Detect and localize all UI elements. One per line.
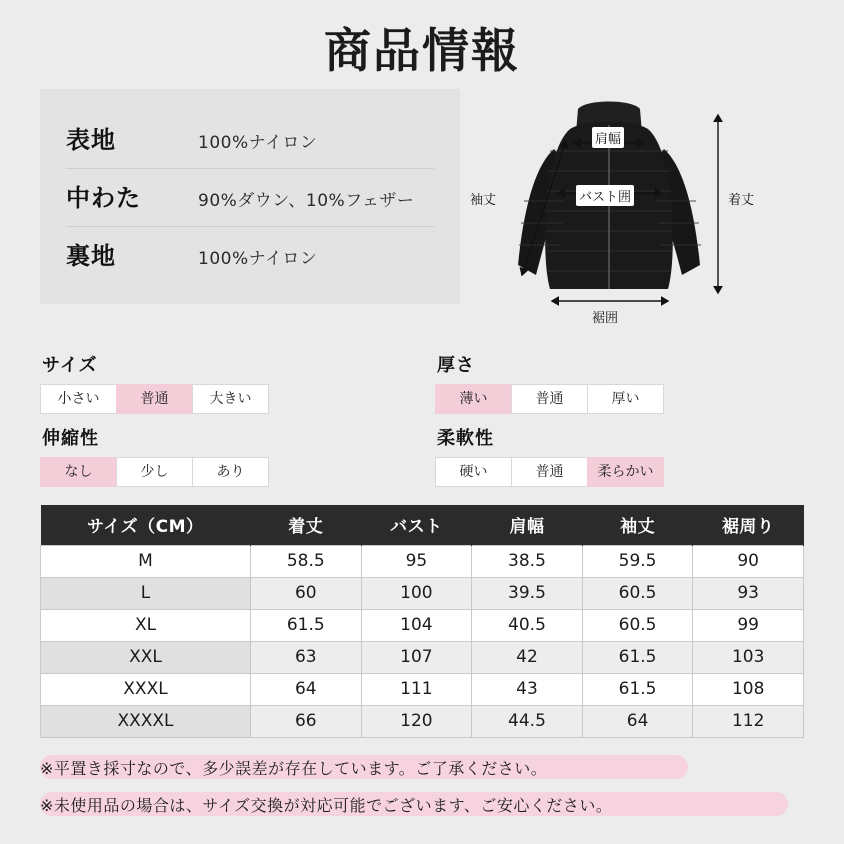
cell-bust: 95 — [361, 545, 472, 577]
material-spec-panel — [40, 89, 460, 304]
attribute-group-stretch — [40, 424, 409, 487]
spec-value: 90%ダウン、10%フェザー — [198, 191, 415, 211]
cell-length: 63 — [251, 641, 362, 673]
cell-hem: 103 — [693, 641, 804, 673]
page-title: 商品情報 — [324, 24, 520, 79]
column-header-bust: バスト — [361, 505, 472, 545]
spec-row — [66, 111, 434, 169]
cell-sleeve: 61.5 — [582, 673, 693, 705]
cell-size: XXXL — [41, 673, 251, 705]
spec-label: 表地 — [66, 126, 116, 154]
cell-shoulder: 42 — [472, 641, 583, 673]
column-header-size: サイズ（CM） — [41, 505, 251, 545]
note-exchange — [40, 791, 808, 818]
cell-sleeve: 64 — [582, 705, 693, 737]
attribute-title: 伸縮性 — [42, 428, 99, 449]
option-softness-hard[interactable]: 硬い — [435, 457, 512, 487]
option-thickness-normal[interactable]: 普通 — [511, 384, 588, 414]
cell-shoulder: 40.5 — [472, 609, 583, 641]
column-header-length: 着丈 — [251, 505, 362, 545]
cell-length: 64 — [251, 673, 362, 705]
option-stretch-yes[interactable]: あり — [192, 457, 269, 487]
jacket-diagram — [466, 89, 804, 339]
cell-bust: 111 — [361, 673, 472, 705]
table-row — [41, 673, 804, 705]
attribute-group-size — [40, 351, 409, 414]
size-table-container — [0, 493, 844, 738]
cell-shoulder: 43 — [472, 673, 583, 705]
cell-hem: 99 — [693, 609, 804, 641]
option-softness-soft[interactable]: 柔らかい — [587, 457, 664, 487]
label-total-length: 着丈 — [728, 193, 755, 208]
attribute-column-left — [40, 341, 409, 493]
option-row — [435, 457, 804, 487]
attribute-column-right — [435, 341, 804, 493]
note-text: ※未使用品の場合は、サイズ交換が対応可能でございます、ご安心ください。 — [40, 795, 613, 815]
notes-section — [0, 738, 844, 818]
spec-value: 100%ナイロン — [198, 133, 318, 153]
option-softness-normal[interactable]: 普通 — [511, 457, 588, 487]
cell-size: XXXXL — [41, 705, 251, 737]
table-row — [41, 609, 804, 641]
cell-sleeve: 59.5 — [582, 545, 693, 577]
attribute-title: 厚さ — [437, 355, 475, 376]
cell-bust: 104 — [361, 609, 472, 641]
cell-shoulder: 44.5 — [472, 705, 583, 737]
page-title-container — [0, 0, 844, 89]
cell-bust: 100 — [361, 577, 472, 609]
label-shoulder-width: 肩幅 — [592, 127, 624, 148]
table-row — [41, 705, 804, 737]
size-table — [40, 505, 804, 738]
cell-sleeve: 61.5 — [582, 641, 693, 673]
table-row — [41, 577, 804, 609]
label-sleeve-length: 袖丈 — [470, 193, 497, 208]
cell-hem: 90 — [693, 545, 804, 577]
spec-row — [66, 227, 434, 284]
option-size-small[interactable]: 小さい — [40, 384, 117, 414]
option-size-large[interactable]: 大きい — [192, 384, 269, 414]
option-stretch-little[interactable]: 少し — [116, 457, 193, 487]
option-row — [40, 384, 409, 414]
column-header-shoulder: 肩幅 — [472, 505, 583, 545]
attribute-group-softness — [435, 424, 804, 487]
option-row — [435, 384, 804, 414]
cell-hem: 93 — [693, 577, 804, 609]
attribute-group-thickness — [435, 351, 804, 414]
cell-sleeve: 60.5 — [582, 577, 693, 609]
table-row — [41, 545, 804, 577]
option-size-normal[interactable]: 普通 — [116, 384, 193, 414]
cell-size: XXL — [41, 641, 251, 673]
spec-row — [66, 169, 434, 227]
option-stretch-none[interactable]: なし — [40, 457, 117, 487]
cell-size: L — [41, 577, 251, 609]
label-hem: 裾囲 — [592, 311, 619, 326]
cell-bust: 120 — [361, 705, 472, 737]
cell-length: 60 — [251, 577, 362, 609]
cell-length: 66 — [251, 705, 362, 737]
cell-bust: 107 — [361, 641, 472, 673]
spec-label: 裏地 — [66, 242, 116, 270]
cell-sleeve: 60.5 — [582, 609, 693, 641]
cell-length: 58.5 — [251, 545, 362, 577]
cell-shoulder: 38.5 — [472, 545, 583, 577]
attribute-title: サイズ — [42, 355, 98, 376]
cell-hem: 108 — [693, 673, 804, 705]
attribute-title: 柔軟性 — [437, 428, 494, 449]
column-header-hem: 裾周り — [693, 505, 804, 545]
cell-shoulder: 39.5 — [472, 577, 583, 609]
cell-size: M — [41, 545, 251, 577]
note-text: ※平置き採寸なので、多少誤差が存在しています。ご了承ください。 — [40, 758, 548, 778]
option-row — [40, 457, 409, 487]
spec-label: 中わた — [66, 184, 141, 212]
attribute-selectors — [0, 339, 844, 493]
table-header-row — [41, 505, 804, 545]
cell-length: 61.5 — [251, 609, 362, 641]
note-measurement — [40, 754, 808, 781]
label-bust: バスト囲 — [576, 185, 634, 206]
table-row — [41, 641, 804, 673]
cell-hem: 112 — [693, 705, 804, 737]
option-thickness-thin[interactable]: 薄い — [435, 384, 512, 414]
column-header-sleeve: 袖丈 — [582, 505, 693, 545]
spec-value: 100%ナイロン — [198, 249, 318, 269]
jacket-illustration-icon — [466, 89, 796, 339]
option-thickness-thick[interactable]: 厚い — [587, 384, 664, 414]
upper-section — [0, 89, 844, 339]
cell-size: XL — [41, 609, 251, 641]
